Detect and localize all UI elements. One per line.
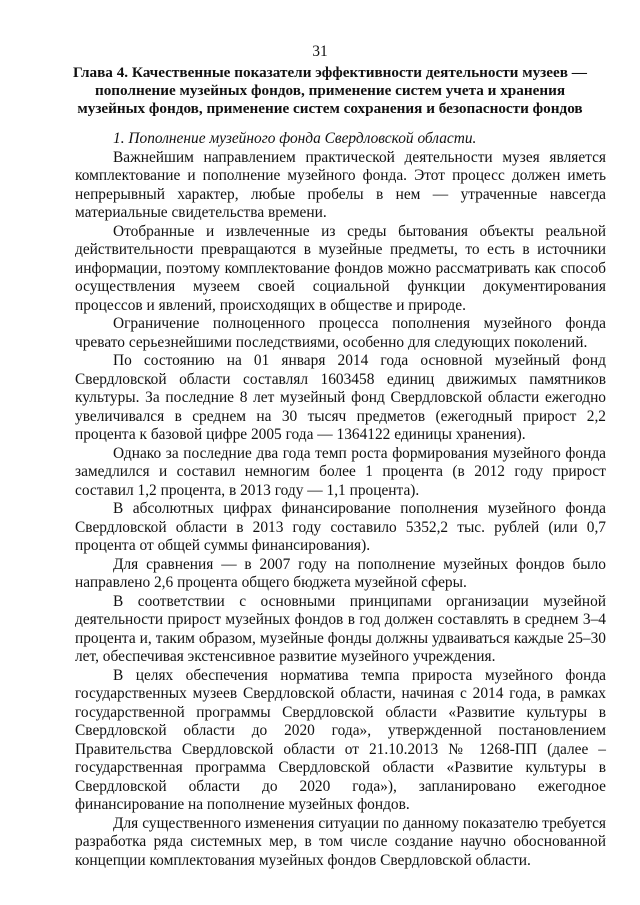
paragraph-9: В целях обеспечения норматива темпа прироста музейного фонда государственных музеев Свердловской области, начиная с 2014 года, в рамках государственной программы Свердловской области «Развитие культуры в Свердловской области до 2020 года», утвержденной постановлением Правительства Свердловской области от 21.10.2013 № 1268-ПП (далее – государственная программа Свердловской области «Развитие культуры в Свердловской области до 2020 года»), запланировано ежегодное финансирование на пополнение музейных фондов. bbox=[75, 666, 606, 813]
section-title: 1. Пополнение музейного фонда Свердловской области. bbox=[113, 130, 477, 147]
paragraph-6: В абсолютных цифрах финансирование пополнения музейного фонда Свердловской области в 2013 году составило 5352,2 тыс. рублей (или 0,7 процента от общей суммы финансирования). bbox=[75, 500, 606, 554]
body-text bbox=[75, 130, 606, 870]
paragraph-3: Ограничение полноценного процесса пополнения музейного фонда чревато серьезнейшими последствиями, особенно для следующих поколений. bbox=[75, 315, 606, 351]
chapter-heading: Глава 4. Качественные показатели эффективности деятельности музеев — пополнение музейных фондов, применение систем учета и хранения музейных фондов, применение систем сохранения и безопасности фондов bbox=[73, 64, 587, 118]
paragraph-8: В соответствии с основными принципами организации музейной деятельности прирост музейных фондов в год должен составлять в среднем 3–4 процента и, таким образом, музейные фонды должны удваиваться каждые 25–30 лет, обеспечивая экстенсивное развитие музейного учреждения. bbox=[75, 592, 606, 665]
paragraph-2: Отобранные и извлеченные из среды бытования объекты реальной действительности превращаются в музейные предметы, то есть в источники информации, поэтому комплектование фондов можно рассматривать как способ осуществления музеем своей социальной функции документирования процессов и явлений, происходящих в обществе и природе. bbox=[75, 222, 606, 314]
paragraph-5: Однако за последние два года темп роста формирования музейного фонда замедлился и составил немногим более 1 процента (в 2012 году прирост составил 1,2 процента, в 2013 году — 1,1 процента). bbox=[75, 444, 606, 499]
paragraph-7: Для сравнения — в 2007 году на пополнение музейных фондов было направлено 2,6 процента общего бюджета музейной сферы. bbox=[75, 555, 606, 591]
page-number: 31 bbox=[312, 43, 328, 60]
paragraph-4: По состоянию на 01 января 2014 года основной музейный фонд Свердловской области составлял 1603458 единиц движимых памятников культуры. За последние 8 лет музейный фонд Свердловской области ежегодно увеличивался в среднем на 30 тысяч предметов (ежегодный прирост 2,2 процента к базовой цифре 2005 года — 1364122 единицы хранения). bbox=[75, 352, 606, 443]
paragraph-1: Важнейшим направлением практической деятельности музея является комплектование и пополнение музейного фонда. Этот процесс должен иметь непрерывный характер, любые пробелы в нем — утраченные навсегда материальные свидетельства времени. bbox=[75, 148, 606, 221]
paragraph-10: Для существенного изменения ситуации по данному показателю требуется разработка ряда системных мер, в том числе создание научно обоснованной концепции комплектования музейных фондов Свердловской области. bbox=[75, 814, 606, 869]
